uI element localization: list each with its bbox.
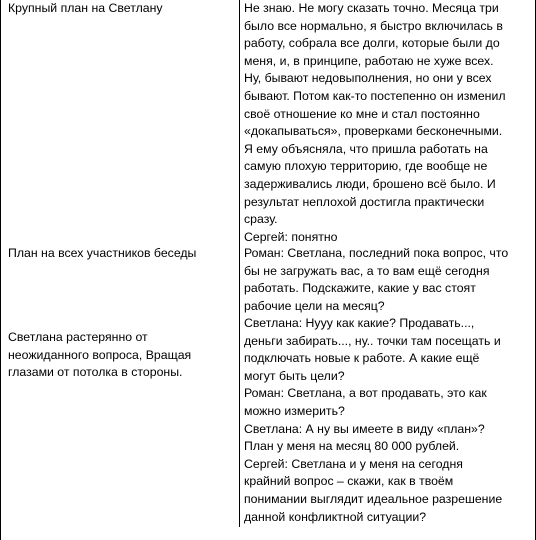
stage-direction-cell xyxy=(8,0,233,18)
dialogue-line: своё отношение ко мне и стал постоянно xyxy=(244,106,480,121)
dialogue-line: было все нормально, я быстро включилась в xyxy=(244,18,503,33)
dialogue-line: рабочие цели на месяц? xyxy=(244,298,385,313)
dialogue-line: задерживались люди, брошено всё было. И xyxy=(244,176,496,191)
dialogue-line: План у меня на месяц 80 000 рублей. xyxy=(244,439,460,454)
dialogue-line: Светлана: Нууу как какие? Продавать..., xyxy=(244,316,475,330)
stage-direction-line: неожиданного вопроса, Вращая xyxy=(8,347,192,362)
dialogue-line: Светлана: А ну вы имеете в виду «план»? xyxy=(244,421,485,436)
stage-direction-line: глазами от потолка в стороны. xyxy=(8,365,183,380)
dialogue-cell xyxy=(244,245,532,315)
dialogue-cell xyxy=(244,0,532,246)
dialogue-line: Сергей: понятно xyxy=(244,229,338,244)
dialogue-line: Не знаю. Не могу сказать точно. Месяца три xyxy=(244,1,499,15)
dialogue-line: могут быть цели? xyxy=(244,368,345,383)
dialogue-line: Сергей: Светлана и у меня на сегодня xyxy=(244,456,463,471)
dialogue-line: можно измерить? xyxy=(244,403,345,418)
dialogue-line: Ну, бывают недовыполнения, но они у всех xyxy=(244,71,492,86)
stage-direction-line: Крупный план на Светлану xyxy=(8,1,163,15)
stage-direction-cell xyxy=(8,245,233,263)
dialogue-line: «докапываться», проверками бесконечными. xyxy=(244,124,503,139)
dialogue-line: крайний вопрос – скажи, как в твоём xyxy=(244,474,454,489)
dialogue-cell xyxy=(244,315,532,526)
stage-direction-cell xyxy=(8,329,233,382)
dialogue-line: Я ему объясняла, что пришла работать на xyxy=(244,141,488,156)
dialogue-line: самую плохую территорию, где вообще не xyxy=(244,159,488,174)
dialogue-line: бывают. Потом как-то постепенно он изменил xyxy=(244,88,506,103)
dialogue-line: меня, и, в принципе, работаю не хуже всех. xyxy=(244,53,494,68)
dialogue-line: Роман: Светлана, а вот продавать, это как xyxy=(244,386,487,401)
dialogue-line: деньги забирать..., ну.. точки там посещать и xyxy=(244,333,501,348)
dialogue-line: подключать новые к работе. А какие ещё xyxy=(244,351,480,366)
dialogue-line: данной конфликтной ситуации? xyxy=(244,509,427,524)
dialogue-line: бы не загружать вас, а то вам ещё сегодня xyxy=(244,263,490,278)
dialogue-line: работать. Подскажите, какие у вас стоят xyxy=(244,281,476,296)
dialogue-line: сразу. xyxy=(244,212,278,227)
stage-direction-line: Светлана растерянно от xyxy=(8,330,148,344)
column-divider xyxy=(239,0,240,527)
dialogue-line: результат неплохой достигла практически xyxy=(244,194,485,209)
stage-direction-line: План на всех участников беседы xyxy=(8,246,197,260)
dialogue-line: работу, собрала все долги, которые были до xyxy=(244,36,500,51)
dialogue-line: Роман: Светлана, последний пока вопрос, что xyxy=(244,246,509,260)
dialogue-line: понимании выглядит идеальное разрешение xyxy=(244,491,503,506)
